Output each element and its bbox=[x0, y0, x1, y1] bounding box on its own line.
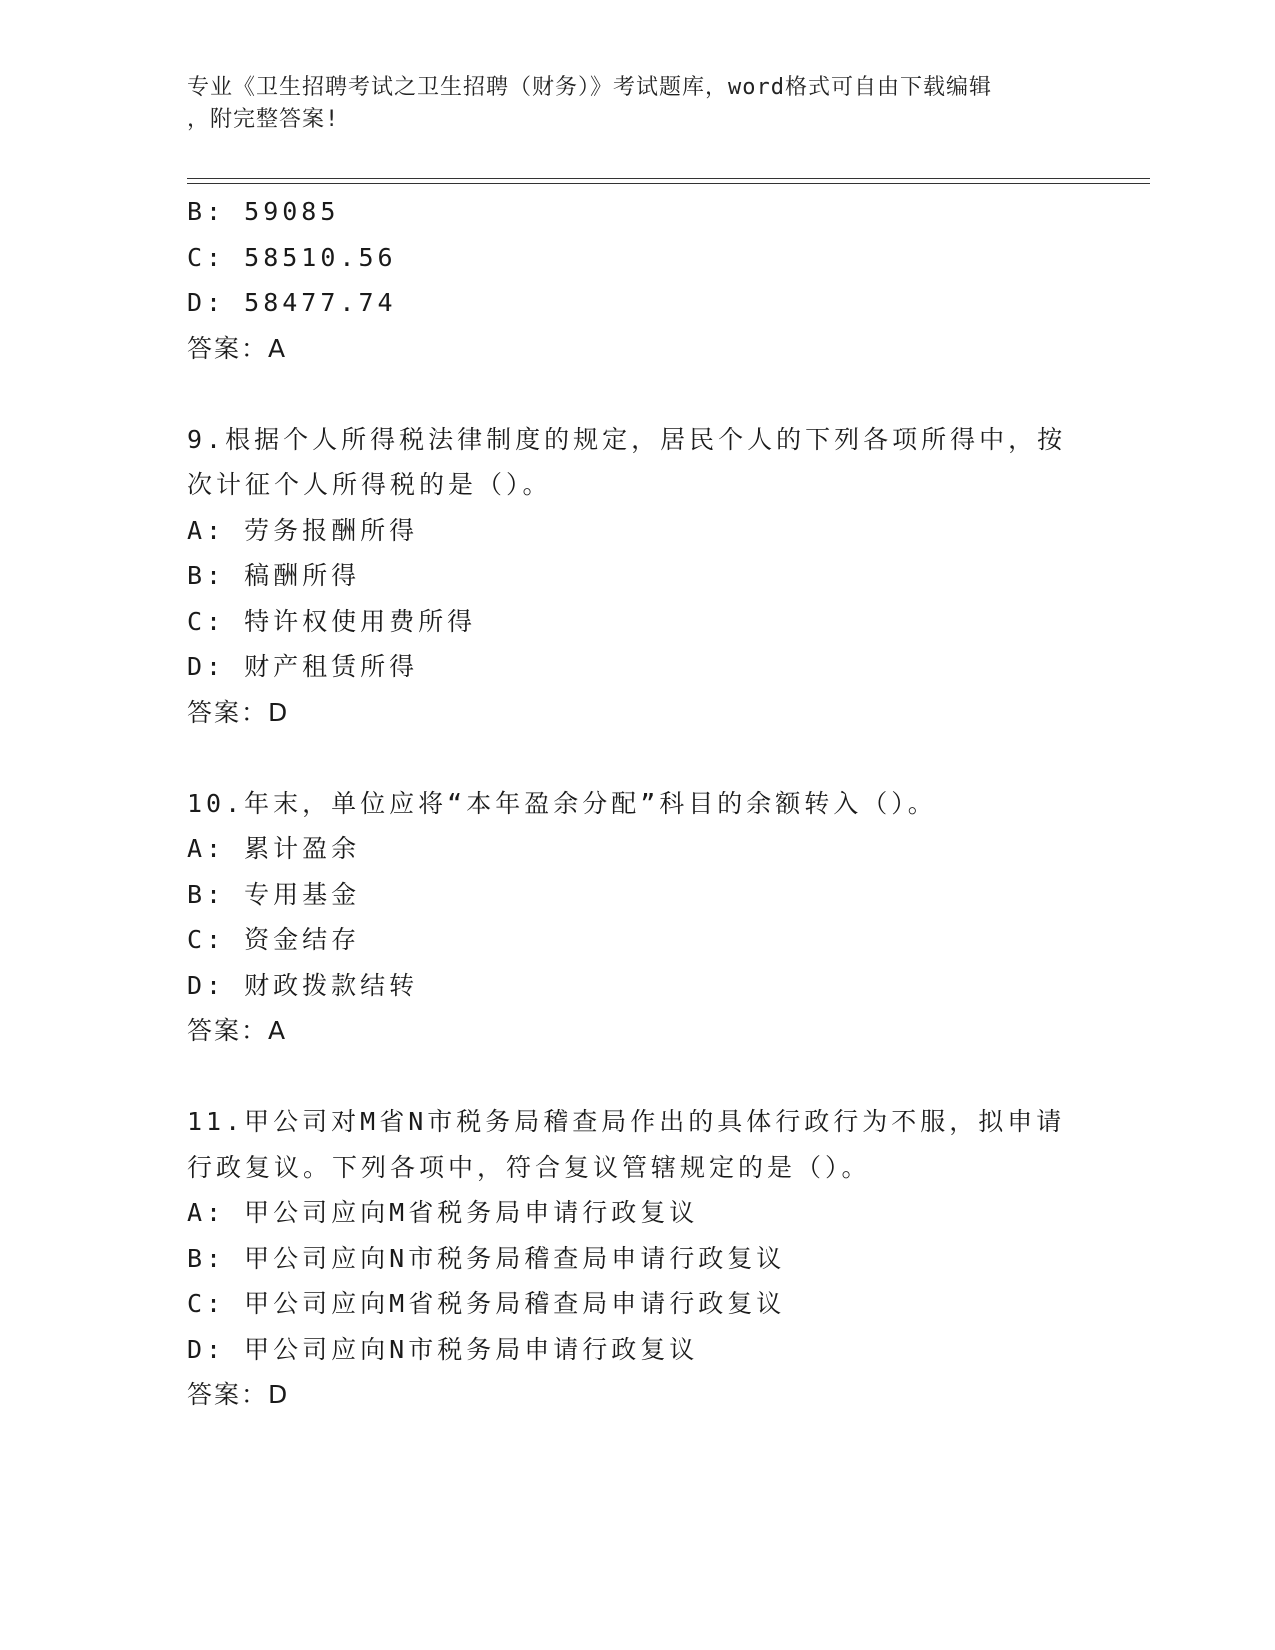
option-d: D: 58477.74 bbox=[187, 288, 397, 317]
option-d: D: 财政拨款结转 bbox=[187, 970, 419, 1000]
answer-line: 答案：D bbox=[187, 1380, 290, 1409]
question-stem-line: 次计征个人所得税的是（）。 bbox=[187, 470, 552, 499]
question-list bbox=[187, 189, 1087, 1418]
question-stem-line: 10.年末，单位应将“本年盈余分配”科目的余额转入（）。 bbox=[187, 788, 937, 818]
header-divider-top bbox=[187, 178, 1150, 179]
header-divider-bottom bbox=[187, 183, 1150, 184]
document-header bbox=[187, 72, 1067, 136]
header-line-2: ，附完整答案! bbox=[187, 107, 340, 132]
question-block-11 bbox=[187, 1099, 1087, 1418]
header-line-1: 专业《卫生招聘考试之卫生招聘（财务）》考试题库，word格式可自由下载编辑 bbox=[187, 75, 992, 100]
question-stem-line: 9.根据个人所得税法律制度的规定，居民个人的下列各项所得中，按 bbox=[187, 424, 1067, 454]
answer-line: 答案：D bbox=[187, 697, 290, 727]
answer-line: 答案：A bbox=[187, 1016, 288, 1045]
option-a: A: 甲公司应向M省税务局申请行政复议 bbox=[187, 1198, 699, 1227]
option-c: C: 甲公司应向M省税务局稽查局申请行政复议 bbox=[187, 1289, 786, 1318]
question-stem-line: 11.甲公司对M省N市税务局稽查局作出的具体行政行为不服，拟申请 bbox=[187, 1107, 1066, 1136]
option-b: B: 59085 bbox=[187, 197, 340, 226]
option-b: B: 稿酬所得 bbox=[187, 561, 361, 590]
question-block-previous bbox=[187, 189, 1087, 371]
option-c: C: 资金结存 bbox=[187, 925, 361, 954]
question-spacer bbox=[187, 371, 1087, 417]
question-stem-line: 行政复议。下列各项中，符合复议管辖规定的是（）。 bbox=[187, 1152, 871, 1182]
option-d: D: 甲公司应向N市税务局申请行政复议 bbox=[187, 1334, 699, 1364]
option-b: B: 专用基金 bbox=[187, 879, 361, 909]
question-spacer bbox=[187, 735, 1087, 781]
question-spacer bbox=[187, 1054, 1087, 1100]
option-b: B: 甲公司应向N市税务局稽查局申请行政复议 bbox=[187, 1243, 786, 1273]
option-d: D: 财产租赁所得 bbox=[187, 652, 419, 681]
option-a: A: 累计盈余 bbox=[187, 834, 361, 863]
question-block-9 bbox=[187, 417, 1087, 736]
option-c: C: 特许权使用费所得 bbox=[187, 606, 477, 636]
option-c: C: 58510.56 bbox=[187, 242, 397, 272]
question-block-10 bbox=[187, 781, 1087, 1054]
answer-line: 答案：A bbox=[187, 333, 288, 363]
option-a: A: 劳务报酬所得 bbox=[187, 515, 419, 545]
